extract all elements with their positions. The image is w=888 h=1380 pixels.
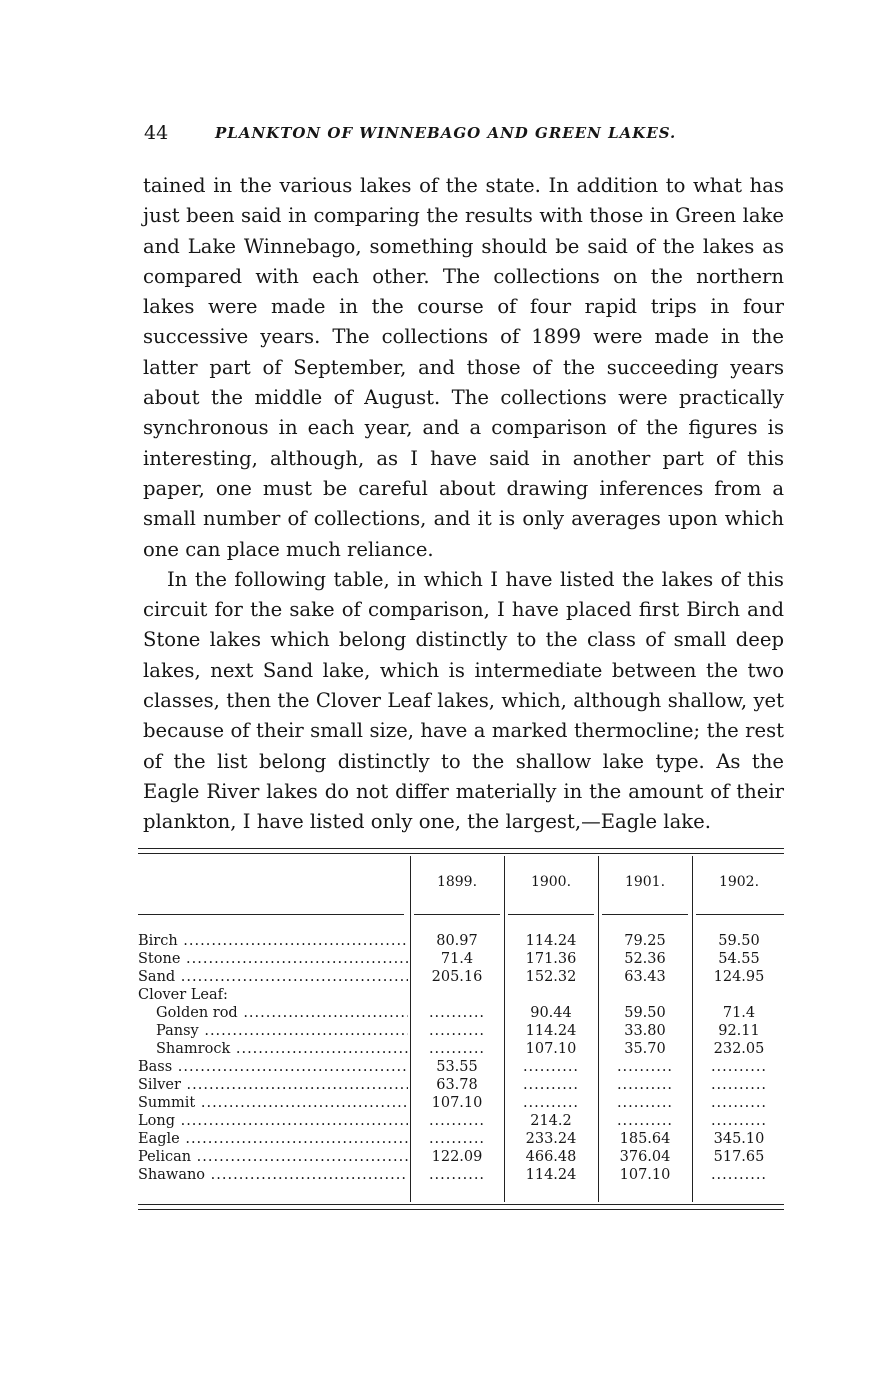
table-row xyxy=(138,1132,784,1147)
header-underline xyxy=(696,914,784,915)
cell-1901: 52.36 xyxy=(624,952,666,967)
cell-1900: 114.24 xyxy=(525,934,577,949)
row-label: Golden rod ..... xyxy=(138,1006,408,1021)
cell-1902: 345.10 xyxy=(713,1132,765,1147)
row-label: Shawano ..... xyxy=(138,1168,408,1183)
cell-1900-empty xyxy=(505,1096,597,1111)
column-header-1902: 1902. xyxy=(718,874,760,890)
table-row xyxy=(138,1168,784,1183)
header-underline xyxy=(414,914,500,915)
cell-1899: 205.16 xyxy=(431,970,483,985)
row-label: Birch ..... xyxy=(138,934,408,949)
paragraph-2: In the following table, in which I have listed the lakes of this circuit for the sake of comparison, I have placed first Birch and Stone lakes which belong distinctly to the class of small deep lakes, next Sand lake, which is intermediate between the two classes, then the Clover Leaf lakes, which, although shallow, yet because of their small size, have a marked thermocline; the rest of the list belong distinctly to the shallow lake type. As the Eagle River lakes do not differ materially in the amount of their plankton, I have listed only one, the largest,—Eagle lake. xyxy=(143,567,784,834)
row-label: Stone ..... xyxy=(138,952,408,967)
paragraph-1: tained in the various lakes of the state. In addition to what has just been said in comparing the results with those in Green lake and Lake Winnebago, something should be said of the lakes as compared with each other. The collections on the northern lakes were made in the course of four rapid trips in four successive years. The collections of 1899 were made in the latter part of September, and those of the succeeding years about the middle of August. The collections were practically synchronous in each year, and a comparison of the figures is interesting, although, as I have said in another part of this paper, one must be careful about drawing inferences from a small number of collections, and it is only averages upon which one can place much reliance. xyxy=(143,174,784,561)
cell-1899-empty xyxy=(411,1168,503,1183)
body-text xyxy=(143,171,784,838)
table-row xyxy=(138,934,784,949)
table-row xyxy=(138,970,784,985)
cell-1902-empty xyxy=(693,1114,785,1129)
column-header-1900: 1900. xyxy=(530,874,572,890)
cell-1901: 35.70 xyxy=(624,1042,666,1057)
row-label: Sand ..... xyxy=(138,970,408,985)
cell-1899-empty xyxy=(411,1132,503,1147)
running-head: PLANKTON OF WINNEBAGO AND GREEN LAKES. xyxy=(215,124,677,142)
cell-1901: 59.50 xyxy=(624,1006,666,1021)
cell-1900-empty xyxy=(505,1060,597,1075)
cell-1901: 376.04 xyxy=(619,1150,671,1165)
table-row xyxy=(138,952,784,967)
table-top-rule xyxy=(138,848,784,849)
cell-1901: 63.43 xyxy=(624,970,666,985)
table-bottom-rule-inner xyxy=(138,1209,784,1210)
table-row xyxy=(138,1024,784,1039)
cell-1902-empty xyxy=(693,1168,785,1183)
row-label: Pelican ..... xyxy=(138,1150,408,1165)
row-label: Eagle ..... xyxy=(138,1132,408,1147)
header-underline xyxy=(602,914,688,915)
column-header-1901: 1901. xyxy=(624,874,666,890)
cell-1901-empty xyxy=(599,1078,691,1093)
cell-1902: 92.11 xyxy=(718,1024,760,1039)
cell-1900: 107.10 xyxy=(525,1042,577,1057)
plankton-table xyxy=(138,848,784,1214)
row-label: Silver ..... xyxy=(138,1078,408,1093)
table-row xyxy=(138,1150,784,1165)
row-label: Pansy ..... xyxy=(138,1024,408,1039)
cell-1901: 33.80 xyxy=(624,1024,666,1039)
cell-1899-empty xyxy=(411,1006,503,1021)
cell-1902: 232.05 xyxy=(713,1042,765,1057)
table-top-rule-inner xyxy=(138,853,784,854)
row-label: Bass ..... xyxy=(138,1060,408,1075)
cell-1900: 114.24 xyxy=(525,1024,577,1039)
cell-1901-empty xyxy=(599,1096,691,1111)
cell-1902: 124.95 xyxy=(713,970,765,985)
table-row xyxy=(138,1042,784,1057)
table-row xyxy=(138,1078,784,1093)
row-label: Summit ..... xyxy=(138,1096,408,1111)
row-label: Long ..... xyxy=(138,1114,408,1129)
cell-1902: 517.65 xyxy=(713,1150,765,1165)
cell-1899: 107.10 xyxy=(431,1096,483,1111)
cell-1899: 53.55 xyxy=(436,1060,478,1075)
cell-1901: 107.10 xyxy=(619,1168,671,1183)
cell-1902: 54.55 xyxy=(718,952,760,967)
row-label: Shamrock ..... xyxy=(138,1042,408,1057)
table-row xyxy=(138,1114,784,1129)
cell-1899: 71.4 xyxy=(440,952,474,967)
column-header-1899: 1899. xyxy=(436,874,478,890)
cell-1902-empty xyxy=(693,1078,785,1093)
table-bottom-rule xyxy=(138,1204,784,1205)
cell-1900: 90.44 xyxy=(530,1006,572,1021)
cell-1899: 63.78 xyxy=(436,1078,478,1093)
cell-1900: 233.24 xyxy=(525,1132,577,1147)
cell-1901-empty xyxy=(599,1114,691,1129)
page-number: 44 xyxy=(144,122,169,144)
cell-1900: 214.2 xyxy=(530,1114,572,1129)
table-row xyxy=(138,1096,784,1111)
cell-1899-empty xyxy=(411,1024,503,1039)
table-row xyxy=(138,1006,784,1021)
cell-1902-empty xyxy=(693,1060,785,1075)
table-row xyxy=(138,988,784,1003)
cell-1900: 171.36 xyxy=(525,952,577,967)
table-row xyxy=(138,1060,784,1075)
cell-1899-empty xyxy=(411,1042,503,1057)
header-underline xyxy=(508,914,594,915)
cell-1901: 185.64 xyxy=(619,1132,671,1147)
row-group-label: Clover Leaf: xyxy=(138,988,228,1003)
header-underline xyxy=(138,914,404,915)
cell-1902: 59.50 xyxy=(718,934,760,949)
cell-1899: 122.09 xyxy=(431,1150,483,1165)
cell-1900: 466.48 xyxy=(525,1150,577,1165)
page-header xyxy=(140,118,785,148)
cell-1900: 152.32 xyxy=(525,970,577,985)
cell-1901-empty xyxy=(599,1060,691,1075)
cell-1902-empty xyxy=(693,1096,785,1111)
cell-1900-empty xyxy=(505,1078,597,1093)
cell-1899-empty xyxy=(411,1114,503,1129)
cell-1901: 79.25 xyxy=(624,934,666,949)
cell-1899: 80.97 xyxy=(436,934,478,949)
cell-1900: 114.24 xyxy=(525,1168,577,1183)
cell-1902: 71.4 xyxy=(722,1006,756,1021)
